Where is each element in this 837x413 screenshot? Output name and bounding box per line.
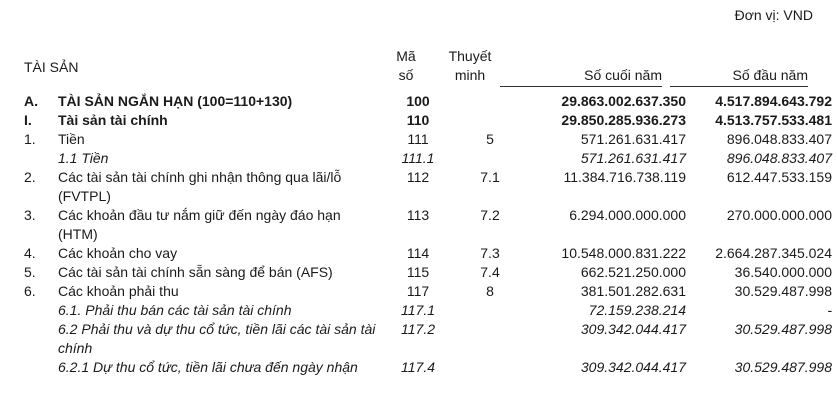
- row-beginning-of-year: 2.664.287.345.024: [715, 245, 832, 261]
- row-number: 6.: [24, 283, 36, 299]
- row-end-of-year: 29.850.285.936.273: [561, 112, 686, 128]
- table-row: [0, 130, 837, 149]
- row-beginning-of-year: 4.513.757.533.481: [715, 112, 832, 128]
- row-label: Các khoản phải thu: [58, 283, 179, 299]
- row-end-of-year: 662.521.250.000: [580, 264, 686, 280]
- row-beginning-of-year: 896.048.833.407: [726, 131, 832, 147]
- column-header-note-line2: minh: [454, 67, 486, 83]
- row-end-of-year: 381.501.282.631: [580, 283, 686, 299]
- row-end-of-year: 11.384.716.738.119: [563, 169, 686, 185]
- balance-sheet-table: [0, 92, 837, 377]
- row-code: 111: [407, 131, 429, 147]
- row-label: Tiền: [58, 131, 85, 147]
- row-beginning-of-year: 270.000.000.000: [726, 207, 832, 223]
- row-end-of-year: 309.342.044.417: [580, 321, 686, 337]
- column-header-code-line1: Mã: [396, 48, 416, 64]
- table-row: [0, 320, 837, 358]
- row-beginning-of-year: 4.517.894.643.792: [715, 93, 832, 109]
- column-header-beginning-of-year: Số đầu năm: [732, 67, 808, 83]
- row-note: 7.4: [480, 264, 500, 280]
- row-number: A.: [24, 93, 38, 109]
- column-header-assets: TÀI SẢN: [24, 59, 79, 75]
- row-code: 115: [406, 264, 430, 280]
- row-beginning-of-year: 30.529.487.998: [734, 359, 832, 375]
- row-beginning-of-year: 30.529.487.998: [734, 321, 832, 337]
- row-label: Tài sản tài chính: [58, 112, 168, 128]
- row-code: 117.4: [401, 359, 435, 375]
- column-header-note-line1: Thuyết: [448, 48, 492, 64]
- row-code: 110: [406, 112, 430, 128]
- row-code: 114: [406, 245, 430, 261]
- column-header-end-of-year: Số cuối năm: [584, 67, 662, 83]
- table-row: [0, 168, 837, 206]
- row-label: Các khoản đầu tư nắm giữ đến ngày đáo hạn (HTM): [58, 207, 341, 242]
- row-label: Các tài sản tài chính ghi nhận thông qua lãi/lỗ (FVTPL): [58, 169, 342, 204]
- row-beginning-of-year: 896.048.833.407: [726, 150, 832, 166]
- row-code: 117.2: [401, 321, 435, 337]
- row-number: 4.: [24, 245, 36, 261]
- column-header-code: [384, 47, 428, 85]
- row-code: 117: [406, 283, 430, 299]
- table-row: [0, 244, 837, 263]
- row-number: 1.: [24, 131, 36, 147]
- row-beginning-of-year: 30.529.487.998: [734, 283, 832, 299]
- table-row: [0, 282, 837, 301]
- row-label: Các khoản cho vay: [58, 245, 178, 261]
- row-note: 7.1: [480, 169, 500, 185]
- row-label: 6.2 Phải thu và dự thu cổ tức, tiền lãi các tài sản tài chính: [58, 321, 376, 356]
- row-note: 7.3: [480, 245, 500, 261]
- header-underline-begin: [670, 86, 808, 87]
- row-beginning-of-year: -: [827, 302, 832, 318]
- row-beginning-of-year: 612.447.533.159: [726, 169, 832, 185]
- row-code: 117.1: [401, 302, 435, 318]
- row-label: TÀI SẢN NGẮN HẠN (100=110+130): [58, 93, 293, 109]
- row-beginning-of-year: 36.540.000.000: [734, 264, 832, 280]
- row-label: 6.1. Phải thu bán các tài sản tài chính: [58, 302, 292, 318]
- table-row: [0, 111, 837, 130]
- header-underline-end: [500, 86, 662, 87]
- table-row: [0, 149, 837, 168]
- row-end-of-year: 10.548.000.831.222: [561, 245, 686, 261]
- row-note: 5: [486, 131, 494, 147]
- row-code: 113: [406, 207, 430, 223]
- row-note: 7.2: [480, 207, 500, 223]
- row-label: 1.1 Tiền: [58, 150, 109, 166]
- unit-label: Đơn vị: VND: [734, 7, 813, 23]
- row-end-of-year: 309.342.044.417: [580, 359, 686, 375]
- row-end-of-year: 6.294.000.000.000: [569, 207, 686, 223]
- row-label: Các tài sản tài chính sẵn sàng để bán (AFS): [58, 264, 333, 280]
- row-number: I.: [24, 112, 32, 128]
- row-number: 2.: [24, 169, 36, 185]
- table-row: [0, 263, 837, 282]
- row-label: 6.2.1 Dự thu cổ tức, tiền lãi chưa đến ngày nhận: [58, 359, 358, 375]
- row-code: 100: [406, 93, 430, 109]
- row-number: 3.: [24, 207, 36, 223]
- column-header-code-line2: số: [398, 67, 414, 83]
- table-row: [0, 358, 837, 377]
- row-end-of-year: 571.261.631.417: [580, 150, 686, 166]
- row-end-of-year: 72.159.238.214: [588, 302, 686, 318]
- row-end-of-year: 29.863.002.637.350: [561, 93, 686, 109]
- row-number: 5.: [24, 264, 36, 280]
- row-end-of-year: 571.261.631.417: [580, 131, 686, 147]
- row-code: 111.1: [401, 150, 435, 166]
- row-code: 112: [406, 169, 430, 185]
- column-header-note: [440, 47, 500, 85]
- table-row: [0, 92, 837, 111]
- table-row: [0, 301, 837, 320]
- table-row: [0, 206, 837, 244]
- row-note: 8: [486, 283, 494, 299]
